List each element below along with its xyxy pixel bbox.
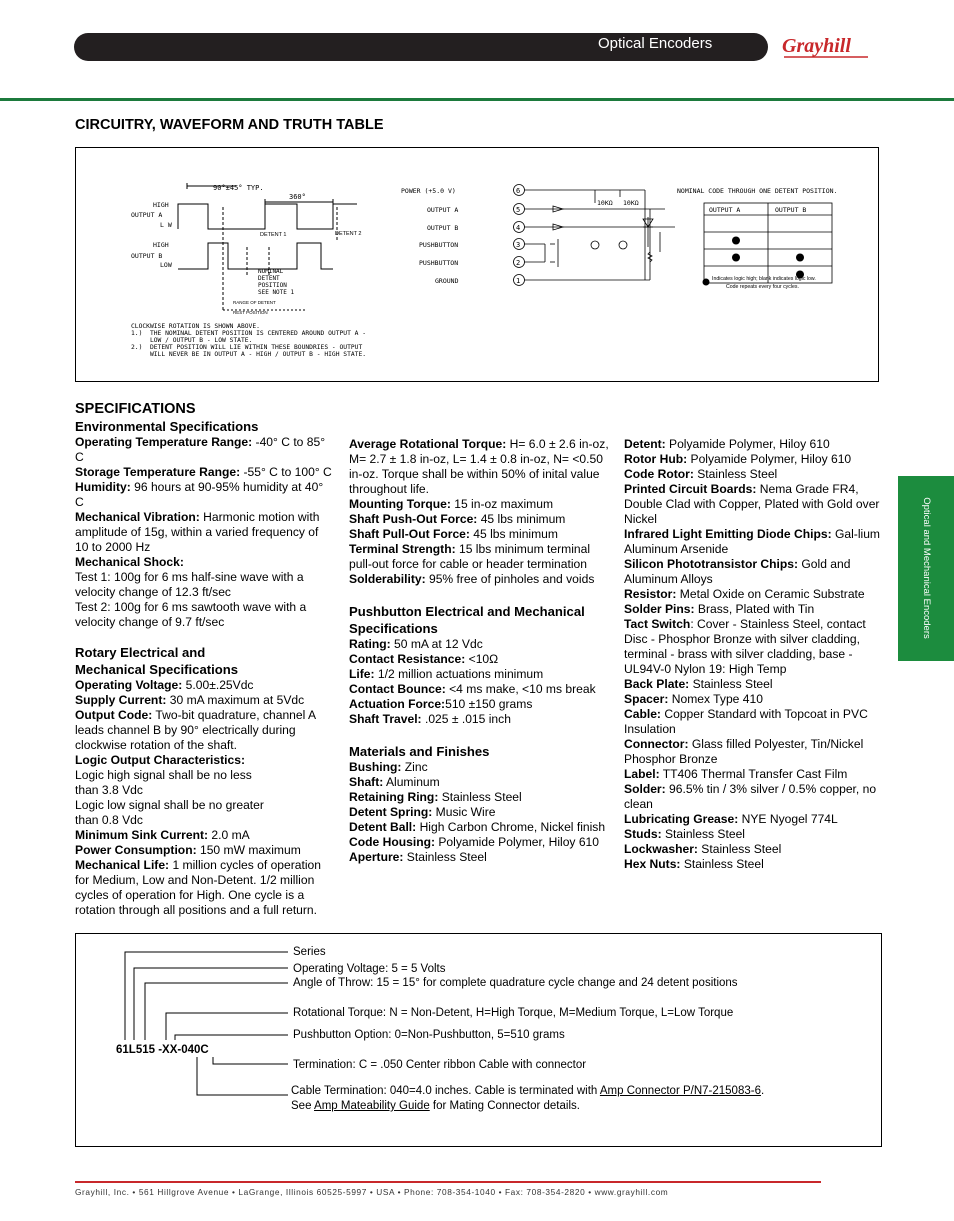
pn-see-guide: See Amp Mateability Guide for Mating Connector details. bbox=[291, 1100, 580, 1112]
logic-high-dot bbox=[732, 237, 740, 245]
vibration-spec: Mechanical Vibration: Harmonic motion with amplitude of 15g, within a varied frequency of 10 to 2000 Hz bbox=[75, 510, 320, 554]
actuation-spec: Actuation Force:510 ±150 grams bbox=[349, 697, 533, 711]
svg-text:OUTPUT B: OUTPUT B bbox=[775, 206, 807, 214]
spec-item: Hex Nuts: Stainless Steel bbox=[624, 857, 764, 871]
op-temp-spec: Operating Temperature Range: -40° C to 85° C bbox=[75, 435, 326, 464]
spec-item: Code Rotor: Stainless Steel bbox=[624, 467, 778, 481]
svg-text:DETENT 1: DETENT 1 bbox=[260, 232, 287, 238]
side-tab-label: Optical and Mechanical Encoders bbox=[921, 497, 932, 639]
svg-text:6: 6 bbox=[516, 187, 521, 195]
svg-text:POSITION: POSITION bbox=[258, 282, 287, 289]
svg-text:3: 3 bbox=[516, 241, 521, 249]
terminal-spec: Terminal Strength: 15 lbs minimum terminal pull-out force for cable or header termination bbox=[349, 542, 591, 571]
spec-item: Studs: Stainless Steel bbox=[624, 827, 745, 841]
svg-text:Code repeats every four cycles: Code repeats every four cycles. bbox=[726, 284, 799, 290]
specs-column-1 bbox=[75, 418, 335, 918]
pb-life-spec: Life: 1/2 million actuations minimum bbox=[349, 667, 544, 681]
rotary-heading-2: Mechanical Specifications bbox=[75, 662, 239, 677]
svg-text:DETENT: DETENT bbox=[258, 275, 280, 282]
pushbutton-heading-2: Specifications bbox=[349, 621, 438, 636]
spec-item: Cable: Copper Standard with Topcoat in PVC Insulation bbox=[624, 707, 868, 736]
logic-low-line-2: than 0.8 Vdc bbox=[75, 813, 143, 827]
svg-text:HIGH: HIGH bbox=[153, 201, 169, 209]
svg-text:REST POSITION: REST POSITION bbox=[233, 310, 268, 315]
section-title: CIRCUITRY, WAVEFORM AND TRUTH TABLE bbox=[75, 117, 384, 133]
svg-text:90°±45° TYP.: 90°±45° TYP. bbox=[213, 184, 264, 192]
svg-text:HIGH: HIGH bbox=[153, 241, 169, 249]
specifications-title: SPECIFICATIONS bbox=[75, 401, 196, 417]
mount-torque-spec: Mounting Torque: 15 in-oz maximum bbox=[349, 497, 554, 511]
svg-text:10KΩ: 10KΩ bbox=[597, 199, 613, 207]
supply-current-spec: Supply Current: 30 mA maximum at 5Vdc bbox=[75, 693, 305, 707]
logic-output-spec: Logic Output Characteristics: bbox=[75, 753, 246, 767]
svg-text:PUSHBUTTON: PUSHBUTTON bbox=[419, 241, 459, 249]
svg-text:OUTPUT B: OUTPUT B bbox=[131, 252, 163, 260]
svg-text:LOW / OUTPUT B - LOW STATE.: LOW / OUTPUT B - LOW STATE. bbox=[131, 337, 253, 344]
svg-text:PUSHBUTTON: PUSHBUTTON bbox=[419, 259, 459, 267]
svg-text:RANGE OF DETENT: RANGE OF DETENT bbox=[233, 300, 276, 305]
pn-termination: Termination: C = .050 Center ribbon Cable with connector bbox=[293, 1059, 587, 1071]
grayhill-logo bbox=[778, 30, 874, 64]
solderability-spec: Solderability: 95% free of pinholes and voids bbox=[349, 572, 595, 586]
svg-text:OUTPUT B: OUTPUT B bbox=[427, 224, 459, 232]
svg-text:1.) THE NOMINAL DETENT POSITI: 1.) THE NOMINAL DETENT POSITION IS CENTERED AROUND OUTPUT A - bbox=[131, 330, 367, 337]
ring-spec: Retaining Ring: Stainless Steel bbox=[349, 790, 522, 804]
svg-text:OUTPUT A: OUTPUT A bbox=[427, 206, 459, 214]
power-spec: Power Consumption: 150 mW maximum bbox=[75, 843, 301, 857]
svg-text:4: 4 bbox=[516, 224, 521, 232]
spec-item: Spacer: Nomex Type 410 bbox=[624, 692, 763, 706]
footer-rule bbox=[75, 1181, 821, 1183]
svg-text:5: 5 bbox=[516, 206, 521, 214]
pushbutton-heading-1: Pushbutton Electrical and Mechanical bbox=[349, 604, 585, 619]
svg-text:OUTPUT A: OUTPUT A bbox=[131, 211, 163, 219]
torque-spec: Average Rotational Torque: H= 6.0 ± 2.6 in-oz, M= 2.7 ± 1.8 in-oz, L= 1.4 ± 0.8 in-oz, N= <0.50 in-oz. Torque shall be within 50% of inital value throughout life. bbox=[349, 437, 609, 496]
pn-voltage: Operating Voltage: 5 = 5 Volts bbox=[293, 963, 446, 975]
shock-test-2: Test 2: 100g for 6 ms sawtooth wave with a velocity change of 9.7 ft/sec bbox=[75, 600, 307, 629]
sink-current-spec: Minimum Sink Current: 2.0 mA bbox=[75, 828, 250, 842]
svg-text:WILL NEVER BE IN OUTPUT A - HI: WILL NEVER BE IN OUTPUT A - HIGH / OUTPUT B - HIGH STATE. bbox=[131, 351, 367, 358]
logic-low-line-1: Logic low signal shall be no greater bbox=[75, 798, 264, 812]
pn-cable-termination: Cable Termination: 040=4.0 inches. Cable is terminated with Amp Connector P/N7-215083-6. bbox=[291, 1085, 765, 1097]
spec-item: Rotor Hub: Polyamide Polymer, Hiloy 610 bbox=[624, 452, 852, 466]
storage-temp-spec: Storage Temperature Range: -55° C to 100° C bbox=[75, 465, 332, 479]
pn-torque: Rotational Torque: N = Non-Detent, H=High Torque, M=Medium Torque, L=Low Torque bbox=[293, 1007, 734, 1019]
pn-pushbutton: Pushbutton Option: 0=Non-Pushbutton, 5=510 grams bbox=[293, 1029, 565, 1041]
logo-text: Grayhill bbox=[782, 35, 851, 57]
ball-spec: Detent Ball: High Carbon Chrome, Nickel finish bbox=[349, 820, 606, 834]
svg-text:1: 1 bbox=[516, 277, 521, 285]
spec-item: Detent: Polyamide Polymer, Hiloy 610 bbox=[624, 437, 830, 451]
humidity-spec: Humidity: 96 hours at 90-95% humidity at 40° C bbox=[75, 480, 324, 509]
spec-item: Tact Switch: Cover - Stainless Steel, contact Disc - Phosphor Bronze with silver cladding, terminal - brass with silver cladding, base - UL94V-0 Nylon 19: High Temp bbox=[624, 617, 866, 676]
amp-mateability-link[interactable]: Amp Mateability Guide bbox=[314, 1100, 430, 1112]
spec-item: Solder Pins: Brass, Plated with Tin bbox=[624, 602, 815, 616]
svg-text:NOMINAL CODE THROUGH ONE DETEN: NOMINAL CODE THROUGH ONE DETENT POSITION. bbox=[677, 187, 838, 195]
svg-text:10KΩ: 10KΩ bbox=[623, 199, 639, 207]
logic-high-line-2: than 3.8 Vdc bbox=[75, 783, 143, 797]
amp-connector-link[interactable]: Amp Connector P/N7-215083-6 bbox=[599, 1085, 761, 1097]
pn-series: Series bbox=[293, 946, 326, 958]
pullout-spec: Shaft Pull-Out Force: 45 lbs minimum bbox=[349, 527, 558, 541]
logic-high-line-1: Logic high signal shall be no less bbox=[75, 768, 252, 782]
output-code-spec: Output Code: Two-bit quadrature, channel A leads channel B by 90° electrically during clockwise rotation of the shaft. bbox=[75, 708, 316, 752]
spec-item: Printed Circuit Boards: Nema Grade FR4, Double Clad with Copper, Plated with Gold over Nickel bbox=[624, 482, 880, 526]
svg-text:OUTPUT A: OUTPUT A bbox=[709, 206, 741, 214]
part-number-code: 61L515 -XX-040C bbox=[116, 1044, 209, 1056]
aperture-spec: Aperture: Stainless Steel bbox=[349, 850, 487, 864]
spec-item: Resistor: Metal Oxide on Ceramic Substrate bbox=[624, 587, 865, 601]
contact-resistance-spec: Contact Resistance: <10Ω bbox=[349, 652, 499, 666]
shock-test-1: Test 1: 100g for 6 ms half-sine wave with a velocity change of 12.3 ft/sec bbox=[75, 570, 304, 599]
spec-item: Silicon Phototransistor Chips: Gold and Aluminum Alloys bbox=[624, 557, 851, 586]
footer-address: Grayhill, Inc. • 561 Hillgrove Avenue • LaGrange, Illinois 60525-5997 • USA • Phone: 708-354-1040 • Fax: 708-354-2820 • www.grayhill.com bbox=[75, 1187, 669, 1197]
shock-spec: Mechanical Shock: bbox=[75, 555, 184, 569]
pushout-spec: Shaft Push-Out Force: 45 lbs minimum bbox=[349, 512, 566, 526]
svg-text:LOW: LOW bbox=[160, 261, 172, 269]
svg-text:2.) DETENT POSITION WILL LIE: 2.) DETENT POSITION WILL LIE WITHIN THESE BOUNDRIES - OUTPUT bbox=[131, 344, 363, 351]
svg-text:SEE NOTE 1: SEE NOTE 1 bbox=[258, 289, 295, 296]
spec-item: Lubricating Grease: NYE Nyogel 774L bbox=[624, 812, 838, 826]
mechanical-life-spec: Mechanical Life: 1 million cycles of operation for Medium, Low and Non-Detent. 1/2 million cycles of operation for High. One cycle is a rotation through all positions and a full return. bbox=[75, 858, 322, 917]
spec-item: Label: TT406 Thermal Transfer Cast Film bbox=[624, 767, 848, 781]
env-heading: Environmental Specifications bbox=[75, 419, 259, 434]
specs-column-3 bbox=[624, 437, 882, 872]
svg-text:360°: 360° bbox=[289, 193, 306, 201]
svg-text:CLOCKWISE ROTATION IS SHOWN AB: CLOCKWISE ROTATION IS SHOWN ABOVE. bbox=[131, 323, 260, 330]
travel-spec: Shaft Travel: .025 ± .015 inch bbox=[349, 712, 511, 726]
spec-item: Connector: Glass filled Polyester, Tin/Nickel Phosphor Bronze bbox=[624, 737, 864, 766]
header-title: Optical Encoders bbox=[598, 35, 713, 52]
svg-text:2: 2 bbox=[516, 259, 521, 267]
header-rule bbox=[0, 98, 954, 101]
housing-spec: Code Housing: Polyamide Polymer, Hiloy 610 bbox=[349, 835, 600, 849]
shaft-spec: Shaft: Aluminum bbox=[349, 775, 440, 789]
spec-item: Solder: 96.5% tin / 3% silver / 0.5% copper, no clean bbox=[624, 782, 877, 811]
svg-text:POWER (+5.0 V): POWER (+5.0 V) bbox=[401, 187, 456, 195]
svg-text:NOMINAL: NOMINAL bbox=[258, 268, 284, 275]
rating-spec: Rating: 50 mA at 12 Vdc bbox=[349, 637, 483, 651]
svg-text:Indicates logic high; blank in: Indicates logic high; blank indicates logic low. bbox=[712, 276, 816, 282]
svg-text:DETENT 2: DETENT 2 bbox=[335, 231, 362, 237]
bushing-spec: Bushing: Zinc bbox=[349, 760, 428, 774]
circuit-diagram bbox=[75, 147, 879, 382]
op-voltage-spec: Operating Voltage: 5.00±.25Vdc bbox=[75, 678, 254, 692]
pn-throw: Angle of Throw: 15 = 15° for complete quadrature cycle change and 24 detent positions bbox=[293, 977, 738, 989]
specs-column-2 bbox=[349, 437, 611, 865]
spring-spec: Detent Spring: Music Wire bbox=[349, 805, 496, 819]
svg-text:L W: L W bbox=[160, 221, 172, 229]
spec-item: Infrared Light Emitting Diode Chips: Gal-lium Aluminum Arsenide bbox=[624, 527, 880, 556]
svg-text:GROUND: GROUND bbox=[435, 277, 459, 285]
materials-heading: Materials and Finishes bbox=[349, 744, 490, 759]
logic-high-dot bbox=[732, 254, 740, 262]
rotary-heading-1: Rotary Electrical and bbox=[75, 645, 206, 660]
spec-item: Lockwasher: Stainless Steel bbox=[624, 842, 782, 856]
spec-item: Back Plate: Stainless Steel bbox=[624, 677, 773, 691]
logic-high-dot bbox=[796, 254, 804, 262]
bounce-spec: Contact Bounce: <4 ms make, <10 ms break bbox=[349, 682, 596, 696]
